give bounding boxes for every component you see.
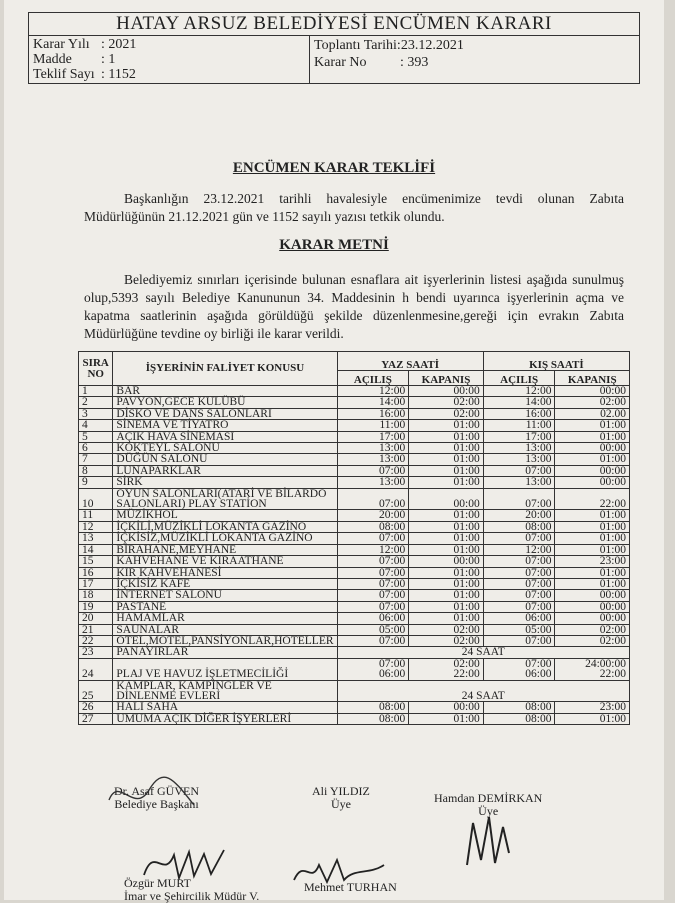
- table-row: [79, 465, 630, 476]
- col-sira-no: SIRA NO: [79, 352, 113, 386]
- row-number: 13: [79, 533, 113, 544]
- row-number: 25: [79, 680, 113, 702]
- summer-close: 01:00: [409, 510, 484, 521]
- summer-open: 17:00: [337, 431, 409, 442]
- header-field-label: Toplantı Tarihi:: [314, 38, 401, 53]
- summer-open: 07:00: [337, 465, 409, 476]
- table-row: [79, 590, 630, 601]
- summer-close: 01:00: [409, 431, 484, 442]
- col-summer: YAZ SAATİ: [337, 352, 483, 371]
- winter-open: 07:00: [483, 590, 555, 601]
- winter-close: 01:00: [555, 544, 630, 555]
- row-activity: İÇKİLİ,MÜZİKLİ LOKANTA GAZİNO: [113, 521, 337, 532]
- header-field-label: Teklif Sayı: [33, 67, 95, 82]
- row-number: 6: [79, 443, 113, 454]
- table-row: [79, 702, 630, 713]
- table-row: [79, 647, 630, 658]
- summer-open: 07:00: [337, 533, 409, 544]
- row-number: 18: [79, 590, 113, 601]
- row-number: 4: [79, 420, 113, 431]
- winter-open: 05:00: [483, 624, 555, 635]
- row-activity: PASTANE: [113, 601, 337, 612]
- table-header-row: [79, 352, 630, 371]
- winter-close: 23:00: [555, 702, 630, 713]
- row-activity: OYUN SALONLARI(ATARİ VE BİLARDO SALONLARI) PLAY STATİON: [113, 488, 337, 510]
- table-row: [79, 397, 630, 408]
- table-body: [79, 386, 630, 725]
- summer-close: 01:00: [409, 601, 484, 612]
- row-activity: SAUNALAR: [113, 624, 337, 635]
- header-field: [33, 52, 136, 67]
- signature-block: [312, 785, 370, 811]
- winter-close: 22:00: [555, 488, 630, 510]
- winter-close: 02:00: [555, 624, 630, 635]
- row-24-hours: 24 SAAT: [337, 680, 629, 702]
- winter-open: 06:00: [483, 613, 555, 624]
- decision-title: KARAR METNİ: [279, 237, 389, 253]
- summer-close: 00:00: [409, 386, 484, 397]
- summer-close: 01:00: [409, 533, 484, 544]
- proposal-title: ENCÜMEN KARAR TEKLİFİ: [232, 160, 436, 176]
- row-activity: PANAYIRLAR: [113, 647, 337, 658]
- winter-open: 07:00: [483, 465, 555, 476]
- opening-hours-table: [78, 351, 630, 725]
- summer-close: 01:00: [409, 521, 484, 532]
- table-row: [79, 544, 630, 555]
- winter-close: 00:00: [555, 613, 630, 624]
- row-activity: UMUMA AÇIK DİĞER İŞYERLERİ: [113, 713, 337, 724]
- row-number: 8: [79, 465, 113, 476]
- row-activity: KAMPLAR, KAMPİNGLER VE DİNLENME EVLERİ: [113, 680, 337, 702]
- winter-close: 02:00: [555, 397, 630, 408]
- winter-close: 01:00: [555, 431, 630, 442]
- signer-name: Mehmet TURHAN: [304, 880, 397, 894]
- summer-open: 07:00 06:00: [337, 658, 409, 680]
- summer-open: 07:00: [337, 590, 409, 601]
- header-field: [33, 37, 136, 52]
- winter-close: 23:00: [555, 556, 630, 567]
- summer-open: 16:00: [337, 408, 409, 419]
- summer-open: 07:00: [337, 601, 409, 612]
- signer-role: Üye: [330, 797, 351, 811]
- row-activity: KOKTEYL SALONU: [113, 443, 337, 454]
- winter-open: 08:00: [483, 521, 555, 532]
- summer-open: 06:00: [337, 613, 409, 624]
- winter-open: 12:00: [483, 544, 555, 555]
- summer-open: 07:00: [337, 556, 409, 567]
- row-activity: OTEL,MOTEL,PANSİYONLAR,HOTELLER: [113, 635, 337, 646]
- summer-close: 02:00: [409, 397, 484, 408]
- winter-open: 16:00: [483, 408, 555, 419]
- winter-open: 17:00: [483, 431, 555, 442]
- summer-open: 13:00: [337, 443, 409, 454]
- row-activity: İNTERNET SALONU: [113, 590, 337, 601]
- row-number: 7: [79, 454, 113, 465]
- winter-open: 07:00 06:00: [483, 658, 555, 680]
- summer-close: 01:00: [409, 590, 484, 601]
- winter-close: 01:00: [555, 420, 630, 431]
- decision-text: Belediyemiz sınırları içerisinde bulunan esnaflara ait işyerlerinin listesi aşağıda sunulmuş olup,5393 sayılı Belediye Kanununun 34. Maddesinin h bendi uyarınca işyerlerinin açma ve kapatma saatlerinin aşağıda görüldüğü şekilde düzenlenmesine,gereği için evrakın Zabıta Müdürlüğüne tevdine oy birliği ile karar verildi.: [84, 272, 624, 341]
- table-row: [79, 680, 630, 702]
- row-number: 11: [79, 510, 113, 521]
- row-number: 23: [79, 647, 113, 658]
- header-field: [33, 67, 136, 82]
- proposal-text: Başkanlığın 23.12.2021 tarihli havalesiyle encümenimize tevdi olunan Zabıta Müdürlüğünün 21.12.2021 gün ve 1152 sayılı yazısı tetkik olundu.: [84, 191, 624, 224]
- col-summer-close: KAPANIŞ: [409, 371, 484, 386]
- summer-close: 00:00: [409, 702, 484, 713]
- row-activity: SİRK: [113, 477, 337, 488]
- signer-role: Belediye Başkanı: [114, 797, 199, 811]
- row-activity: MÜZİKHOL: [113, 510, 337, 521]
- winter-close: 02.00: [555, 408, 630, 419]
- col-summer-open: AÇILIŞ: [337, 371, 409, 386]
- summer-close: 01:00: [409, 465, 484, 476]
- summer-open: 14:00: [337, 397, 409, 408]
- summer-open: 07:00: [337, 635, 409, 646]
- signer-role: İmar ve Şehircilik Müdür V.: [124, 889, 260, 903]
- row-activity: HAMAMLAR: [113, 613, 337, 624]
- summer-open: 05:00: [337, 624, 409, 635]
- summer-close: 01:00: [409, 567, 484, 578]
- col-winter: KIŞ SAATİ: [483, 352, 629, 371]
- summer-close: 01:00: [409, 477, 484, 488]
- summer-close: 02:00: [409, 408, 484, 419]
- handwritten-signature: [289, 850, 399, 890]
- row-activity: LUNAPARKLAR: [113, 465, 337, 476]
- winter-open: 07:00: [483, 488, 555, 510]
- row-number: 14: [79, 544, 113, 555]
- signer-name: Ali YILDIZ: [312, 784, 370, 798]
- winter-open: 08:00: [483, 702, 555, 713]
- winter-open: 07:00: [483, 533, 555, 544]
- row-number: 22: [79, 635, 113, 646]
- row-number: 17: [79, 578, 113, 589]
- table-row: [79, 567, 630, 578]
- winter-open: 14:00: [483, 397, 555, 408]
- header-field-value: : 1: [101, 52, 116, 67]
- summer-close: 02:00 22:00: [409, 658, 484, 680]
- header-field: [314, 37, 464, 54]
- summer-close: 00:00: [409, 488, 484, 510]
- row-activity: BAR: [113, 386, 337, 397]
- summer-close: 01:00: [409, 420, 484, 431]
- row-number: 20: [79, 613, 113, 624]
- row-number: 26: [79, 702, 113, 713]
- table-row: [79, 420, 630, 431]
- summer-open: 12:00: [337, 386, 409, 397]
- winter-close: 00:00: [555, 443, 630, 454]
- row-activity: PAVYON,GECE KULÜBÜ: [113, 397, 337, 408]
- summer-close: 01:00: [409, 454, 484, 465]
- winter-open: 13:00: [483, 443, 555, 454]
- header-field-value: : 1152: [101, 67, 136, 82]
- summer-open: 13:00: [337, 477, 409, 488]
- table-row: [79, 658, 630, 680]
- table-row: [79, 454, 630, 465]
- winter-open: 13:00: [483, 454, 555, 465]
- row-activity: İÇKİSİZ KAFE: [113, 578, 337, 589]
- winter-open: 07:00: [483, 578, 555, 589]
- row-number: 19: [79, 601, 113, 612]
- winter-close: 01:00: [555, 521, 630, 532]
- winter-close: 00:00: [555, 465, 630, 476]
- summer-close: 01:00: [409, 713, 484, 724]
- row-number: 1: [79, 386, 113, 397]
- winter-close: 02:00: [555, 635, 630, 646]
- handwritten-signature: [139, 840, 249, 885]
- row-number: 21: [79, 624, 113, 635]
- header-box: [28, 12, 640, 84]
- col-winter-open: AÇILIŞ: [483, 371, 555, 386]
- row-activity: HALI SAHA: [113, 702, 337, 713]
- table-row: [79, 488, 630, 510]
- winter-close: 00:00: [555, 386, 630, 397]
- header-field-value: : 2021: [101, 37, 137, 52]
- signer-name: Hamdan DEMİRKAN: [434, 791, 543, 805]
- row-number: 10: [79, 488, 113, 510]
- col-activity: İŞYERİNİN FALİYET KONUSU: [113, 352, 337, 386]
- winter-open: 08:00: [483, 713, 555, 724]
- table-row: [79, 635, 630, 646]
- summer-open: 20:00: [337, 510, 409, 521]
- winter-open: 07:00: [483, 567, 555, 578]
- document-page: [4, 0, 664, 903]
- winter-close: 00:00: [555, 601, 630, 612]
- summer-open: 08:00: [337, 702, 409, 713]
- winter-close: 01:00: [555, 454, 630, 465]
- row-number: 16: [79, 567, 113, 578]
- table-row: [79, 624, 630, 635]
- header-field-label: Karar No: [314, 55, 367, 70]
- summer-close: 00:00: [409, 556, 484, 567]
- summer-open: 07:00: [337, 567, 409, 578]
- row-number: 2: [79, 397, 113, 408]
- row-activity: PLAJ VE HAVUZ İŞLETMECİLİĞİ: [113, 658, 337, 680]
- table-row: [79, 613, 630, 624]
- signer-name: Özgür MURT: [124, 876, 191, 890]
- winter-close: 00:00: [555, 477, 630, 488]
- table-row: [79, 556, 630, 567]
- col-winter-close: KAPANIŞ: [555, 371, 630, 386]
- winter-open: 07:00: [483, 556, 555, 567]
- row-number: 5: [79, 431, 113, 442]
- header-field-value: : 393: [400, 55, 429, 70]
- row-activity: DİSKO VE DANS SALONLARI: [113, 408, 337, 419]
- winter-close: 01:00: [555, 533, 630, 544]
- row-activity: AÇIK HAVA SİNEMASI: [113, 431, 337, 442]
- row-number: 12: [79, 521, 113, 532]
- row-activity: KAHVEHANE VE KIRAATHANE: [113, 556, 337, 567]
- winter-close: 01:00: [555, 713, 630, 724]
- row-activity: KIR KAHVEHANESİ: [113, 567, 337, 578]
- table-row: [79, 601, 630, 612]
- row-activity: DÜĞÜN SALONU: [113, 454, 337, 465]
- header-field: [314, 54, 464, 71]
- summer-close: 02:00: [409, 624, 484, 635]
- summer-open: 11:00: [337, 420, 409, 431]
- winter-open: 13:00: [483, 477, 555, 488]
- handwritten-signature: [99, 770, 209, 820]
- winter-close: 01:00: [555, 578, 630, 589]
- row-activity: İÇKİSİZ,MÜZİKLİ LOKANTA GAZİNO: [113, 533, 337, 544]
- header-field-label: Karar Yılı: [33, 37, 90, 52]
- summer-open: 12:00: [337, 544, 409, 555]
- summer-open: 08:00: [337, 713, 409, 724]
- summer-close: 01:00: [409, 578, 484, 589]
- winter-close: 00:00: [555, 590, 630, 601]
- table-row: [79, 408, 630, 419]
- header-right-info: [314, 37, 464, 71]
- winter-close: 01:00: [555, 567, 630, 578]
- winter-open: 12:00: [483, 386, 555, 397]
- table-row: [79, 713, 630, 724]
- summer-close: 01:00: [409, 544, 484, 555]
- handwritten-signature: [459, 805, 519, 870]
- summer-open: 07:00: [337, 488, 409, 510]
- summer-open: 08:00: [337, 521, 409, 532]
- row-number: 3: [79, 408, 113, 419]
- winter-close: 01:00: [555, 510, 630, 521]
- row-number: 27: [79, 713, 113, 724]
- winter-open: 20:00: [483, 510, 555, 521]
- signer-role: Üye: [478, 804, 499, 818]
- signer-name: Dr. Asaf GÜVEN: [114, 784, 199, 798]
- table-row: [79, 477, 630, 488]
- row-activity: SİNEMA VE TİYATRO: [113, 420, 337, 431]
- row-number: 24: [79, 658, 113, 680]
- winter-open: 07:00: [483, 601, 555, 612]
- summer-close: 02:00: [409, 635, 484, 646]
- table-row: [79, 510, 630, 521]
- winter-open: 11:00: [483, 420, 555, 431]
- header-field-label: Madde: [33, 52, 72, 67]
- table-row: [79, 431, 630, 442]
- summer-close: 01:00: [409, 443, 484, 454]
- summer-close: 01:00: [409, 613, 484, 624]
- summer-open: 13:00: [337, 454, 409, 465]
- winter-open: 07:00: [483, 635, 555, 646]
- header-field-value: 23.12.2021: [400, 38, 464, 53]
- row-24-hours: 24 SAAT: [337, 647, 629, 658]
- row-activity: BİRAHANE,MEYHANE: [113, 544, 337, 555]
- row-number: 15: [79, 556, 113, 567]
- row-number: 9: [79, 477, 113, 488]
- document-title: HATAY ARSUZ BELEDİYESİ ENCÜMEN KARARI: [29, 13, 639, 36]
- table-row: [79, 533, 630, 544]
- summer-open: 07:00: [337, 578, 409, 589]
- header-divider: [309, 35, 310, 83]
- header-left-info: [33, 37, 136, 82]
- winter-close: 24:00:00 22:00: [555, 658, 630, 680]
